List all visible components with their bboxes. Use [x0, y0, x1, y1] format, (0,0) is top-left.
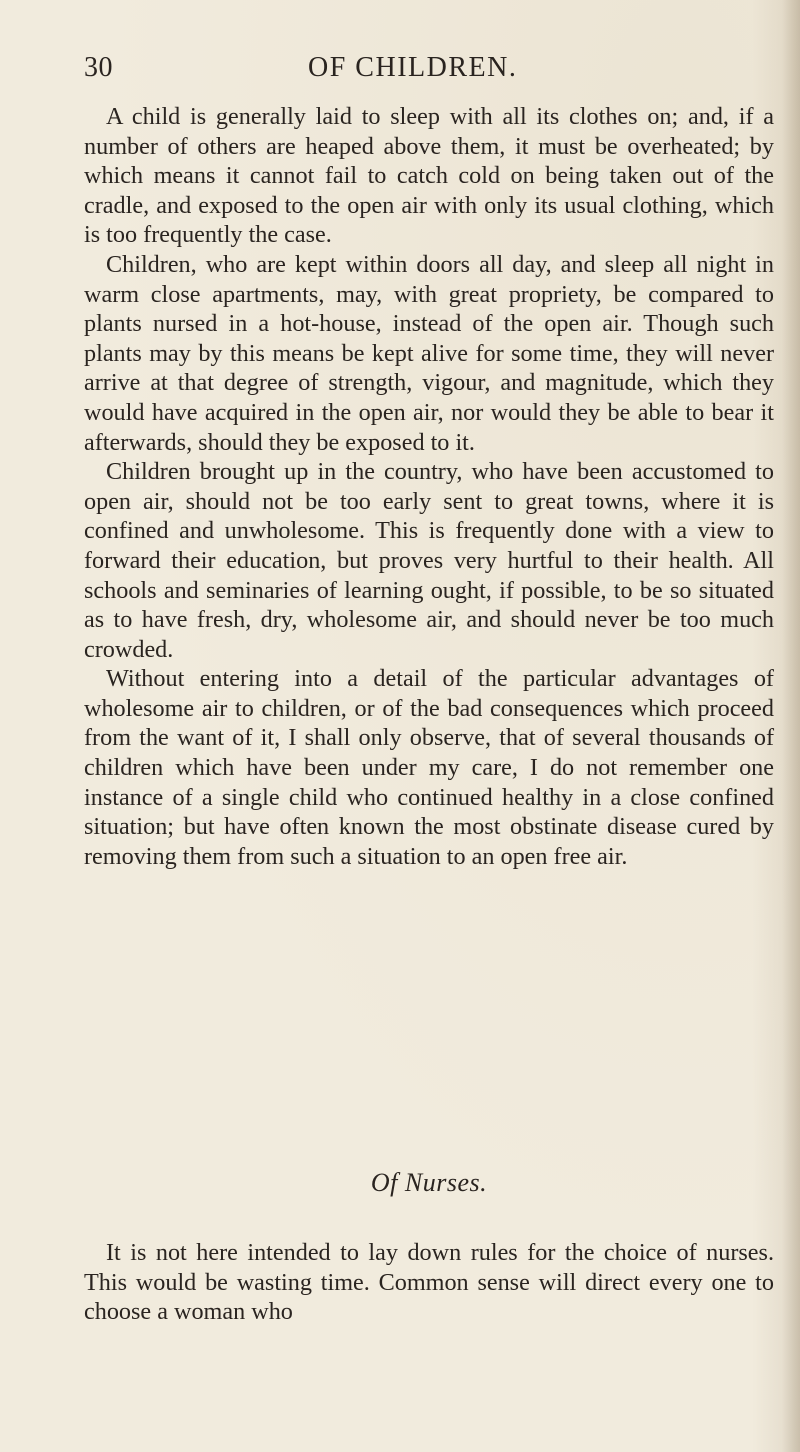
paragraph: Without entering into a detail of the particular advantages of wholesome air to children, or of the bad consequences which proceed from the want of it, I shall only observe, that of several thousands of children which have been under my care, I do not remember one instance of a single child who continued healthy in a close confined situation; but have often known the most obstinate disease cured by removing them from such a situation to an open free air. — [84, 665, 774, 870]
paragraph: Children, who are kept within doors all day, and sleep all night in warm close apartments, may, with great propriety, be compared to plants nursed in a hot-house, instead of the open air. Though such plants may by this means be kept alive for some time, they will never arrive at that degree of strength, vigour, and magnitude, which they would have acquired in the open air, nor would they be able to bear it afterwards, should they be exposed to it. — [84, 250, 774, 456]
paragraph: A child is generally laid to sleep with all its clothes on; and, if a number of others are heaped above them, it must be overheated; by which means it cannot fail to catch cold on being taken out of the cradle, and exposed to the open air with only its usual clothing, which is too frequently the case. — [84, 103, 774, 249]
paragraph: It is not here intended to lay down rules for the choice of nurses. This would be wasting time. Common sense will direct every one to choose a woman who — [84, 1239, 774, 1326]
page-edge-shadow — [782, 0, 800, 1452]
main-text-block — [84, 102, 774, 871]
running-title: OF CHILDREN. — [308, 52, 518, 83]
running-head — [84, 52, 774, 92]
page-number: 30 — [84, 52, 113, 83]
section-heading: Of Nurses. — [370, 1168, 488, 1197]
section-text-block — [84, 1238, 774, 1327]
paragraph: Children brought up in the country, who have been accustomed to open air, should not be too early sent to great towns, where it is confined and unwholesome. This is frequently done with a view to forward their education, but proves very hurtful to their health. All schools and seminaries of learning ought, if possible, to be so situated as to have fresh, dry, wholesome air, and should never be too much crowded. — [84, 458, 774, 663]
